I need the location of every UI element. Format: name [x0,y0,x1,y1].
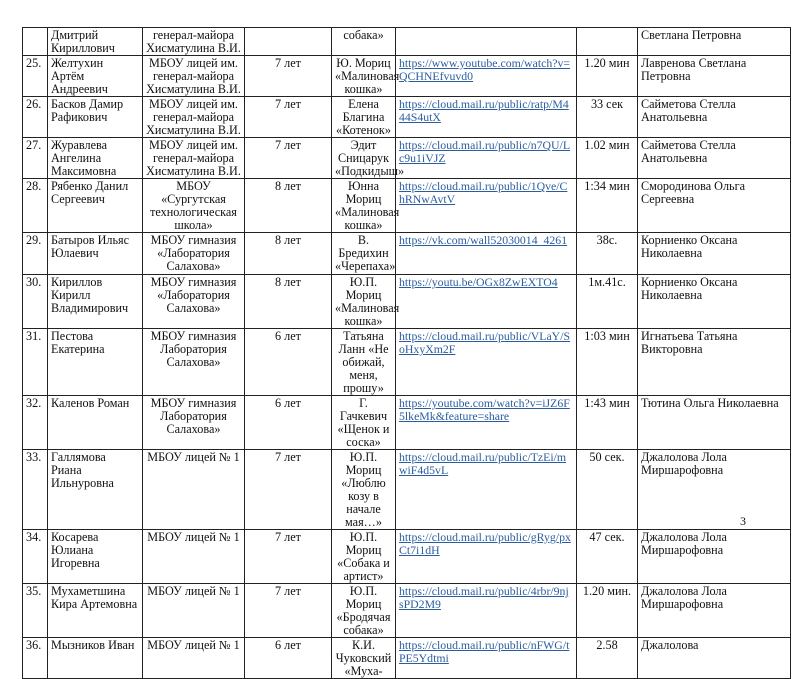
teacher-name-cell [638,97,791,138]
school-name: МБОУ гимназия «Лаборатория Салахова» [150,275,237,315]
duration-cell [577,28,638,56]
participant-name: Каленов Роман [51,396,130,410]
duration-cell [577,97,638,138]
page-number: 3 [740,514,746,528]
row-number: 28. [26,179,42,193]
table-row [23,530,791,584]
school-name-cell [143,638,245,679]
participant-age: 8 лет [275,275,301,289]
row-number: 34. [26,530,42,544]
video-link-cell [396,584,577,638]
work-title: Ю.П. Мориц «Бродячая собака» [336,584,391,637]
video-link-cell [396,28,577,56]
participant-name: Кириллов Кирилл Владимирович [51,275,129,315]
participant-age: 8 лет [275,233,301,247]
work-title: К.И. Чуковский «Муха- [335,638,392,678]
school-name: МБОУ лицей № 1 [147,584,240,598]
school-name-cell [143,584,245,638]
participant-name-cell [48,275,143,329]
row-number: 32. [26,396,42,410]
video-link[interactable]: https://cloud.mail.ru/public/4rbr/9njsPD2M9 [399,584,569,611]
participant-age-cell [245,233,332,275]
video-link-cell [396,179,577,233]
teacher-name-cell [638,275,791,329]
video-link[interactable]: https://cloud.mail.ru/public/nFWG/tPE5Ydtmi [399,638,570,665]
participant-age: 7 лет [275,450,301,464]
participant-age: 6 лет [275,329,301,343]
work-title-cell [332,56,400,97]
row-number-cell [23,530,48,584]
row-number: 26. [26,97,42,111]
work-title: Ю. Мориц «Малиновая кошка» [335,56,400,96]
duration-cell [577,138,638,179]
work-title-cell [332,329,396,396]
participant-name: Батыров Ильяс Юлаевич [51,233,130,260]
row-number: 33. [26,450,42,464]
work-title: Юнна Мориц «Малиновая кошка» [335,179,400,232]
school-name: МБОУ гимназия Лаборатория Салахова» [150,329,237,369]
teacher-name-cell [638,396,791,450]
work-title-cell [332,638,396,679]
school-name: МБОУ гимназия «Лаборатория Салахова» [150,233,237,273]
table-row [23,396,791,450]
video-link-cell [396,530,577,584]
row-number-cell [23,329,48,396]
participant-age: 6 лет [275,396,301,410]
participant-age-cell [245,275,332,329]
row-number-cell [23,56,48,97]
teacher-name-cell [638,530,791,584]
participant-name-cell [48,28,143,56]
school-name: МБОУ лицей им. генерал-майора Хисматулина В.И. [146,138,241,178]
table-row [23,450,791,530]
school-name-cell [143,233,245,275]
participant-name-cell [48,138,143,179]
row-number: 29. [26,233,42,247]
work-title-cell [332,179,400,233]
participant-name-cell [48,450,143,530]
table-row [23,638,791,679]
work-title-cell [332,584,396,638]
teacher-name-cell [638,638,791,679]
teacher-name: Джалолова Лола Миршарофовна [641,530,727,557]
work-title: Елена Благина «Котенок» [336,97,391,137]
video-link[interactable]: https://youtu.be/OGx8ZwEXTO4 [399,275,558,289]
school-name: МБОУ лицей № 1 [147,530,240,544]
teacher-name-cell [638,56,791,97]
duration: 1м.41с. [588,275,626,289]
participant-name-cell [48,584,143,638]
video-link-cell [396,56,577,97]
participant-age: 7 лет [275,138,301,152]
participant-age-cell [245,97,332,138]
duration: 1:03 мин [584,329,630,343]
duration-cell [577,233,638,275]
teacher-name: Сайметова Стелла Анатольевна [641,138,736,165]
video-link-cell [396,450,577,530]
duration: 1:43 мин [584,396,630,410]
row-number-cell [23,179,48,233]
duration-cell [577,329,638,396]
work-title: Ю.П. Мориц «Собака и артист» [337,530,390,583]
teacher-name: Лавренова Светлана Петровна [641,56,747,83]
row-number-cell [23,396,48,450]
row-number: 36. [26,638,42,652]
participant-name: Рябенко Данил Сергеевич [51,179,129,206]
teacher-name: Сайметова Стелла Анатольевна [641,97,736,124]
participant-age-cell [245,28,332,56]
work-title: Ю.П. Мориц «Люблю козу в начале мая…» [341,450,386,529]
teacher-name: Игнатьева Татьяна Викторовна [641,329,738,356]
participants-table [22,27,791,679]
participant-age: 7 лет [275,584,301,598]
table-row [23,329,791,396]
video-link[interactable]: https://cloud.mail.ru/public/ratp/M444S4utX [399,97,569,124]
work-title: В. Бредихин «Черепаха» [335,233,396,273]
video-link-cell [396,233,577,275]
video-link[interactable]: https://www.youtube.com/watch?v=QCHNEfvuvd0 [399,56,571,83]
duration: 38с. [596,233,618,247]
participant-name-cell [48,56,143,97]
teacher-name: Корниенко Оксана Николаевна [641,233,738,260]
duration: 2.58 [596,638,618,652]
participant-age: 6 лет [275,638,301,652]
participant-age-cell [245,584,332,638]
school-name-cell [143,530,245,584]
row-number-cell [23,97,48,138]
teacher-name-cell [638,584,791,638]
video-link[interactable]: https://vk.com/wall52030014_4261 [399,233,568,247]
teacher-name: Джалолова Лола Миршарофовна [641,584,727,611]
participant-age: 7 лет [275,530,301,544]
work-title: Татьяна Ланн «Не обижай, меня, прошу» [338,329,389,395]
row-number: 31. [26,329,42,343]
video-link-cell [396,396,577,450]
participant-name: Косарева Юлиана Игоревна [51,530,100,570]
participant-name-cell [48,233,143,275]
school-name: МБОУ лицей № 1 [147,638,240,652]
school-name-cell [143,396,245,450]
duration: 1.20 мин. [582,584,632,598]
table-row [23,138,791,179]
participant-age: 7 лет [275,97,301,111]
duration: 50 сек. [589,450,625,464]
duration-cell [577,530,638,584]
participant-age-cell [245,138,332,179]
work-title: Ю.П. Мориц «Малиновая кошка» [335,275,400,328]
duration-cell [577,638,638,679]
school-name: генерал-майора Хисматулина В.И. [146,28,241,55]
school-name-cell [143,275,245,329]
teacher-name-cell [638,329,791,396]
work-title: Эдит Сницарук «Подкидыш» [335,138,405,178]
row-number-cell [23,275,48,329]
duration-cell [577,179,638,233]
row-number-cell [23,450,48,530]
participant-age: 7 лет [275,56,301,70]
duration: 1.20 мин [584,56,630,70]
teacher-name-cell [638,450,791,530]
teacher-name: Джалолова [641,638,699,652]
participant-age-cell [245,396,332,450]
duration-cell [577,450,638,530]
teacher-name-cell [638,28,791,56]
participant-name-cell [48,329,143,396]
work-title: Г. Гачкевич «Щенок и соска» [337,396,390,449]
participant-age-cell [245,56,332,97]
row-number-cell [23,138,48,179]
teacher-name-cell [638,138,791,179]
work-title: собака» [343,28,384,42]
work-title-cell [332,138,405,179]
duration: 1.02 мин [584,138,630,152]
school-name-cell [143,56,245,97]
video-link[interactable]: https://cloud.mail.ru/public/TzEi/mwiF4d5vL [399,450,567,477]
duration: 33 сек [590,97,624,111]
duration-cell [577,275,638,329]
video-link-cell [396,275,577,329]
school-name-cell [143,97,245,138]
row-number-cell [23,584,48,638]
participant-name-cell [48,97,143,138]
duration-cell [577,396,638,450]
table-row [23,28,791,56]
school-name-cell [143,329,245,396]
participant-age-cell [245,638,332,679]
teacher-name: Смородинова Ольга Сергеевна [641,179,746,206]
teacher-name: Джалолова Лола Миршарофовна [641,450,727,477]
work-title-cell [332,530,396,584]
table-row [23,275,791,329]
row-number-cell [23,638,48,679]
teacher-name-cell [638,179,791,233]
work-title-cell [332,97,396,138]
table-row [23,56,791,97]
table-row [23,233,791,275]
teacher-name: Светлана Петровна [641,28,742,42]
video-link-cell [396,638,577,679]
duration-cell [577,56,638,97]
participant-age-cell [245,329,332,396]
school-name: МБОУ гимназия Лаборатория Салахова» [150,396,237,436]
row-number: 25. [26,56,42,70]
work-title-cell [332,233,396,275]
participant-name: Мызников Иван [51,638,135,652]
table-row [23,179,791,233]
participant-name: Галлямова Риана Ильнуровна [51,450,114,490]
video-link-cell [396,97,577,138]
teacher-name-cell [638,233,791,275]
participant-name-cell [48,638,143,679]
duration-cell [577,584,638,638]
participant-name-cell [48,179,143,233]
participant-age-cell [245,530,332,584]
school-name: МБОУ лицей им. генерал-майора Хисматулина В.И. [146,56,241,96]
participant-name: Мухаметшина Кира Артемовна [51,584,138,611]
school-name-cell [143,179,245,233]
video-link-cell [396,329,577,396]
video-link[interactable]: https://cloud.mail.ru/public/1Qve/ChRNwAvtV [399,179,568,206]
video-link-cell [396,138,577,179]
duration: 1:34 мин [584,179,630,193]
participant-age-cell [245,450,332,530]
participant-name: Басков Дамир Рафикович [51,97,124,124]
school-name-cell [143,138,245,179]
work-title-cell [332,28,396,56]
row-number: 30. [26,275,42,289]
participant-name-cell [48,530,143,584]
work-title-cell [332,275,400,329]
row-number: 35. [26,584,42,598]
row-number-cell [23,233,48,275]
school-name: МБОУ лицей № 1 [147,450,240,464]
work-title-cell [332,396,396,450]
participant-name: Желтухин Артём Андреевич [51,56,108,96]
school-name-cell [143,28,245,56]
duration: 47 сек. [589,530,625,544]
participant-age-cell [245,179,332,233]
participant-name: Дмитрий Кириллович [51,28,115,55]
participant-name: Журавлева Ангелина Максимовна [51,138,117,178]
row-number: 27. [26,138,42,152]
video-link[interactable]: https://cloud.mail.ru/public/n7QU/Lc9u1iVJZ [399,138,571,165]
table-row [23,97,791,138]
school-name: МБОУ «Сургутская технологическая школа» [150,179,237,232]
work-title-cell [332,450,396,530]
table-row [23,584,791,638]
row-number-cell [23,28,48,56]
school-name-cell [143,450,245,530]
video-link[interactable]: https://youtube.com/watch?v=iJZ6F5lkeMk&feature=share [399,396,570,423]
video-link[interactable]: https://cloud.mail.ru/public/gRyg/pxCt7i1dH [399,530,571,557]
participant-age: 8 лет [275,179,301,193]
teacher-name: Тютина Ольга Николаевна [641,396,779,410]
participant-name: Пестова Екатерина [51,329,105,356]
participant-name-cell [48,396,143,450]
teacher-name: Корниенко Оксана Николаевна [641,275,738,302]
video-link[interactable]: https://cloud.mail.ru/public/VLaY/SoHxyXm2F [399,329,571,356]
school-name: МБОУ лицей им. генерал-майора Хисматулина В.И. [146,97,241,137]
